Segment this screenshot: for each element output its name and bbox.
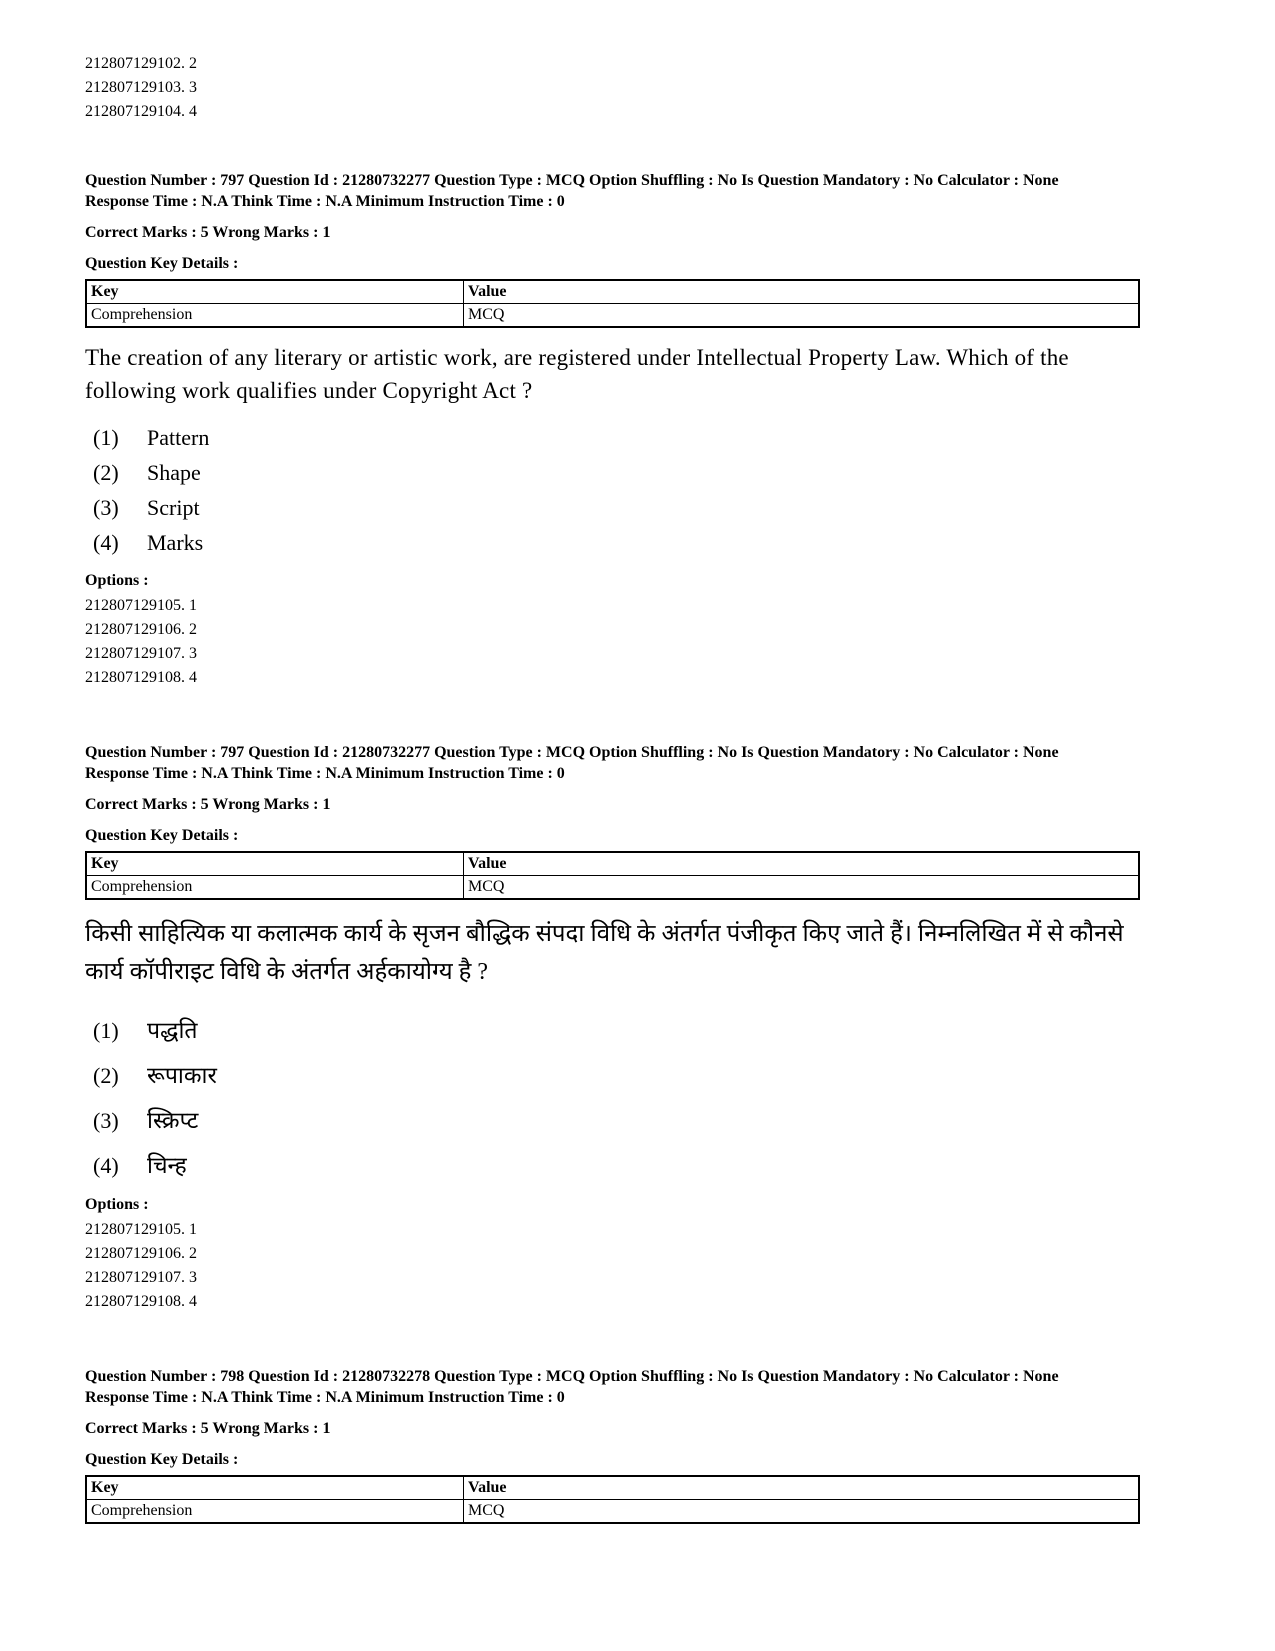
table-cell-value: MCQ (464, 304, 1140, 328)
option-id: 212807129108. 4 (85, 669, 197, 687)
option-id-list (85, 1218, 1140, 1314)
table-cell-key: Comprehension (86, 1499, 464, 1523)
choice-number: (2) (93, 460, 119, 486)
option-id: 212807129107. 3 (85, 645, 197, 663)
key-value-table (85, 279, 1140, 328)
choice-number: (1) (93, 425, 119, 451)
question-text: किसी साहित्यिक या कलात्मक कार्य के सृजन बौद्धिक संपदा विधि के अंतर्गत पंजीकृत किए जाते हैं। निम्नलिखित में से कौनसे कार्य कॉपीराइट विधि के अंतर्गत अर्हकायोग्य है ? (85, 921, 1124, 985)
choice-number: (3) (93, 1107, 119, 1133)
choice-number: (3) (93, 495, 119, 521)
question-block-797-hindi (85, 742, 1140, 1313)
option-id: 212807129104. 4 (85, 103, 197, 120)
option-id: 212807129105. 1 (85, 597, 197, 615)
table-cell-value: MCQ (464, 876, 1140, 900)
section-spacer (85, 1314, 1140, 1366)
choice-item (85, 495, 1140, 521)
question-meta-line1: Question Number : 797 Question Id : 21280732277 Question Type : MCQ Option Shuffling : No Is Question Mandatory : No Calculator : None (85, 744, 1059, 762)
question-meta-line2: Response Time : N.A Think Time : N.A Minimum Instruction Time : 0 (85, 193, 565, 210)
table-cell-key: Comprehension (86, 876, 464, 900)
options-label: Options : (85, 572, 149, 590)
option-id: 212807129108. 4 (85, 1292, 197, 1310)
option-id: 212807129107. 3 (85, 1268, 197, 1286)
choice-number: (1) (93, 1017, 119, 1043)
question-marks: Correct Marks : 5 Wrong Marks : 1 (85, 1419, 331, 1437)
question-meta-line1: Question Number : 798 Question Id : 21280732278 Question Type : MCQ Option Shuffling : No Is Question Mandatory : No Calculator : None (85, 1367, 1059, 1385)
table-header-key: Key (86, 852, 464, 876)
option-id: 212807129106. 2 (85, 1244, 197, 1262)
option-id: 212807129103. 3 (85, 79, 197, 96)
page-content (85, 52, 1140, 1524)
choice-number: (2) (93, 1062, 119, 1088)
choice-label: Marks (147, 530, 204, 556)
table-header-row (86, 852, 1139, 876)
choice-label: चिन्ह (147, 1152, 187, 1178)
question-text: The creation of any literary or artistic work, are registered under Intellectual Property Law. Which of the following work qualifies under Copyright Act ? (85, 345, 1069, 403)
table-header-value: Value (464, 1476, 1140, 1500)
table-header-value: Value (464, 852, 1140, 876)
choice-item (85, 460, 1140, 486)
table-header-row (86, 1476, 1139, 1500)
choice-item (85, 1148, 1140, 1180)
choice-number: (4) (93, 1152, 119, 1178)
question-meta-line1: Question Number : 797 Question Id : 21280732277 Question Type : MCQ Option Shuffling : No Is Question Mandatory : No Calculator : None (85, 172, 1059, 189)
choice-list (85, 425, 1140, 556)
table-row (86, 304, 1139, 328)
table-cell-key: Comprehension (86, 304, 464, 328)
table-row (86, 1499, 1139, 1523)
choice-item (85, 1058, 1140, 1090)
choice-label: Pattern (147, 425, 210, 451)
table-row (86, 876, 1139, 900)
question-key-details-label: Question Key Details : (85, 1450, 239, 1468)
table-header-key: Key (86, 280, 464, 304)
table-header-key: Key (86, 1476, 464, 1500)
choice-item (85, 1103, 1140, 1135)
choice-list (85, 1013, 1140, 1180)
question-key-details-label: Question Key Details : (85, 827, 239, 845)
question-block-798 (85, 1366, 1140, 1524)
option-id-list (85, 594, 1140, 690)
choice-item (85, 1013, 1140, 1045)
question-meta (85, 170, 1140, 274)
choice-label: स्क्रिप्ट (147, 1107, 199, 1133)
option-id: 212807129106. 2 (85, 621, 197, 639)
table-header-value: Value (464, 280, 1140, 304)
key-value-table (85, 1475, 1140, 1524)
choice-label: रूपाकार (147, 1062, 217, 1088)
choice-item (85, 425, 1140, 451)
option-id: 212807129105. 1 (85, 1220, 197, 1238)
question-block-797-english (85, 170, 1140, 690)
question-key-details-label: Question Key Details : (85, 255, 239, 272)
option-id-list-top (85, 52, 1140, 124)
choice-label: Shape (147, 460, 201, 486)
key-value-table (85, 851, 1140, 900)
question-marks: Correct Marks : 5 Wrong Marks : 1 (85, 796, 331, 814)
section-spacer (85, 690, 1140, 742)
choice-label: पद्धति (147, 1017, 198, 1043)
question-marks: Correct Marks : 5 Wrong Marks : 1 (85, 224, 331, 241)
question-meta-line2: Response Time : N.A Think Time : N.A Minimum Instruction Time : 0 (85, 765, 565, 783)
table-cell-value: MCQ (464, 1499, 1140, 1523)
options-label: Options : (85, 1195, 149, 1213)
choice-label: Script (147, 495, 200, 521)
choice-item (85, 530, 1140, 556)
table-header-row (86, 280, 1139, 304)
choice-number: (4) (93, 530, 119, 556)
question-meta (85, 1366, 1140, 1470)
question-meta-line2: Response Time : N.A Think Time : N.A Minimum Instruction Time : 0 (85, 1388, 565, 1406)
option-id: 212807129102. 2 (85, 55, 197, 72)
question-meta (85, 742, 1140, 846)
